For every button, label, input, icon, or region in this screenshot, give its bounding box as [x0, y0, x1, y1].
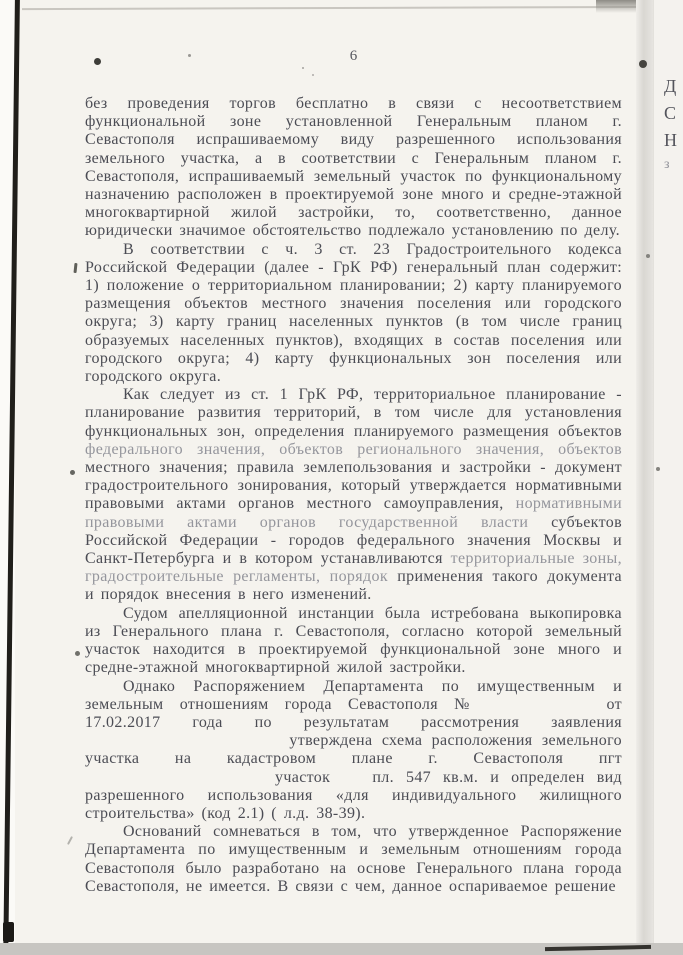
text-run: от 17.02.2017 года по результатам рассмотрения заявления — [85, 695, 623, 731]
paragraph — [85, 605, 622, 678]
text-run: без проведения торгов бесплатно в связи с несоответствием функциональной зоне установленной Генеральным планом г. Севастополя испрашиваемому виду разрешенного использования земельного участка, а в соответствии с Генеральным планом г. Севастополя, испрашиваемый земельный участок по функциональному назначению расположен в проектируемой зоне много и средне-этажной многоквартирной жилой застройки, то, соответственно, данное юридически значимое обстоятельство подлежало установлению по делу. — [85, 95, 622, 240]
page-left-edge-blot — [3, 922, 14, 942]
ink-dot — [312, 74, 314, 76]
ink-dot — [302, 67, 304, 69]
text-run: нормативными правовыми актами органов государственной власти — [85, 495, 622, 531]
adjacent-page-letter: Д — [664, 76, 678, 96]
text-run: Судом апелляционной инстанции была истребована выкопировка из Генерального плана г. Севастополя, согласно которой земельный участок находится в проектируемой функциональной зоне много и средне-этажной многоквартирной жилой застройки. — [85, 604, 622, 677]
text-run: территориальные зоны, градостроительные регламенты, порядок — [85, 550, 622, 586]
redaction-gap — [495, 708, 590, 709]
ink-dot — [639, 60, 647, 68]
text-run: местного значения; правила землепользования и застройки - документ градостроительного зонирования, который утверждается нормативными правовыми актами органов местного самоуправления, — [85, 459, 622, 513]
ink-dot — [188, 54, 191, 57]
ink-dot — [656, 467, 660, 471]
text-run: Как следует из ст. 1 ГрК РФ, территориальное планирование - планирование развития территорий, в том числе для установления функциональных зон, определения планируемого размещения объектов — [85, 386, 622, 440]
paragraph — [85, 823, 622, 896]
paragraph — [85, 95, 622, 241]
ink-dot — [646, 254, 650, 258]
page-fold-crease — [636, 0, 653, 955]
paragraph — [85, 678, 622, 824]
redaction-gap — [85, 781, 263, 782]
redaction-gap — [342, 781, 360, 782]
text-run: В соответствии с ч. 3 ст. 23 Градостроительного кодекса Российской Федерации (далее - ГрК РФ) генеральный план содержит: 1) положение о территориальном планировании; 2) карту планируемого размещения объектов местного значения поселения или городского округа; 3) карту границ населенных пунктов (в том числе границ образуемых населенных пунктов), входящих в состав поселения или городского округа; 4) карту функциональных зон поселения или городского округа. — [85, 240, 622, 386]
adjacent-page-letter: Н — [664, 130, 678, 150]
ink-mark — [73, 263, 77, 273]
page-top-edge-line — [22, 6, 658, 10]
text-run: пл. 547 кв.м. и определен вид разрешенного использования «для индивидуального жилищного строительства» (код 2.1) ( л.д. 38-39). — [85, 768, 623, 822]
text-run: участок — [275, 768, 331, 786]
paragraph — [85, 241, 622, 387]
adjacent-page-letter: С — [664, 103, 678, 123]
redaction-gap — [85, 744, 280, 745]
ink-dot — [75, 651, 80, 656]
text-run: утверждена схема расположения земельного участка на кадастровом плане г. Севастополя пгт — [85, 732, 622, 768]
page-number: 6 — [349, 48, 358, 64]
paragraph — [85, 386, 622, 604]
text-run: применения такого документа и порядок внесения в него изменений. — [85, 568, 622, 604]
document-body — [85, 95, 622, 896]
text-run: Оснований сомневаться в том, что утвержденное Распоряжение Департамента по имущественным и земельным отношениям города Севастополя было разработано на основе Генерального плана города Севастополя, не имеется. В связи с чем, данное оспариваемое решение — [85, 823, 622, 895]
text-run: субъектов Российской Федерации - городов федерального значения Москвы и Санкт-Петербурга и в котором устанавливаются — [85, 513, 622, 568]
text-run: федерального значения, объектов регионального значения, объектов — [85, 440, 622, 458]
adjacent-page-letter: з — [664, 157, 671, 172]
ink-mark — [67, 836, 73, 845]
text-run: Однако Распоряжением Департамента по имущественным и земельным отношениям города Севастополя № — [85, 677, 622, 713]
ink-dot — [94, 58, 101, 65]
ink-dot — [70, 470, 75, 475]
